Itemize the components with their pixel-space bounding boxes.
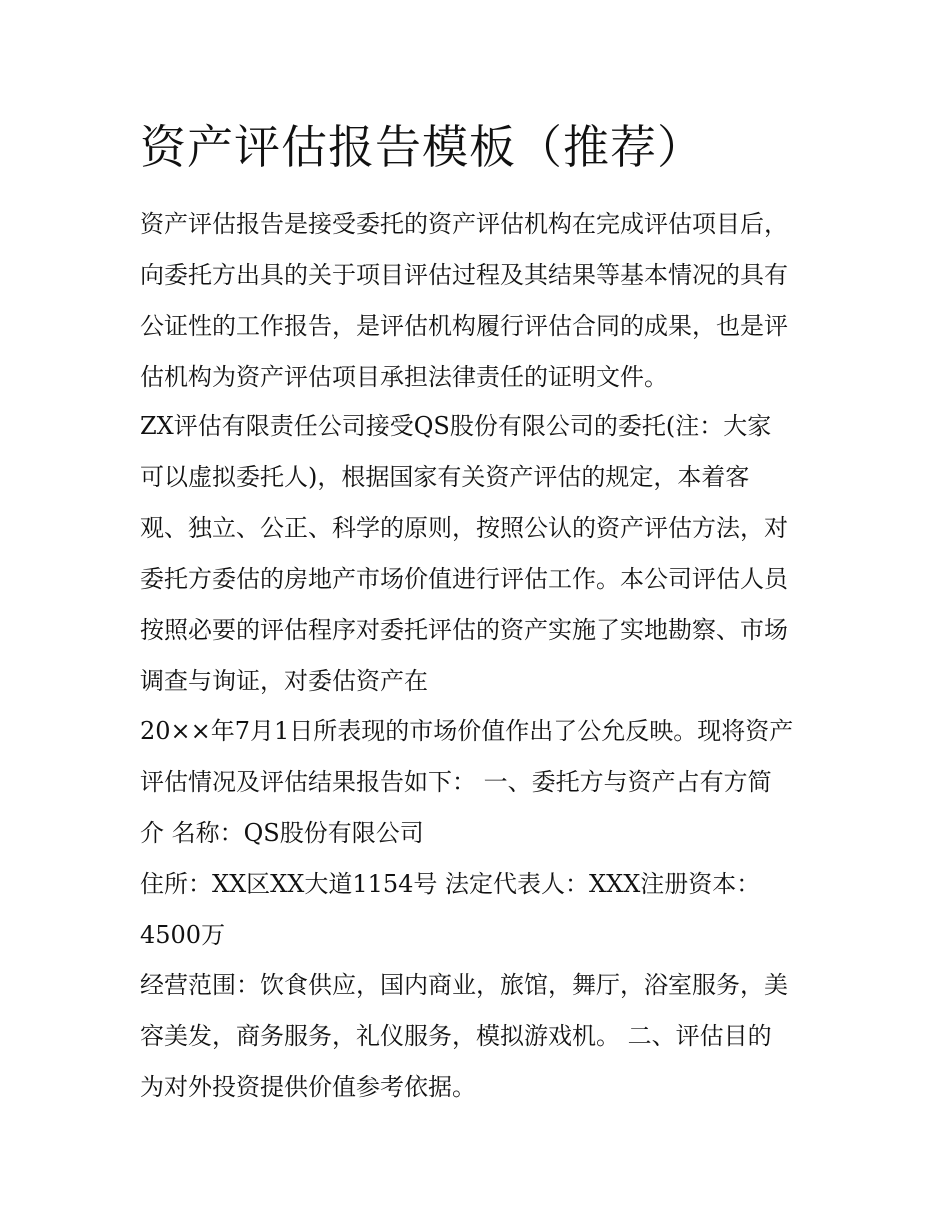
document-title: 资产评估报告模板（推荐）	[140, 120, 704, 174]
body-line: 住所：XX区XX大道1154号 法定代表人：XXX注册资本：	[140, 870, 761, 898]
body-line: 可以虚拟委托人)，根据国家有关资产评估的规定，本着客	[140, 463, 750, 491]
body-line: 4500万	[140, 921, 226, 949]
body-line: 评估情况及评估结果报告如下： 一、委托方与资产占有方简	[140, 768, 772, 796]
body-line: 按照必要的评估程序对委托评估的资产实施了实地勘察、市场	[140, 616, 788, 644]
body-line: 经营范围：饮食供应，国内商业，旅馆，舞厅，浴室服务，美	[140, 971, 788, 999]
body-line: 估机构为资产评估项目承担法律责任的证明文件。	[140, 363, 668, 391]
body-line: 介 名称：QS股份有限公司	[140, 819, 424, 847]
body-line: 观、独立、公正、科学的原则，按照公认的资产评估方法，对	[140, 514, 788, 542]
body-line: 容美发，商务服务，礼仪服务，模拟游戏机。 二、评估目的	[140, 1022, 772, 1050]
body-line: 向委托方出具的关于项目评估过程及其结果等基本情况的具有	[140, 261, 788, 289]
body-line: 20××年7月1日所表现的市场价值作出了公允反映。现将资产	[140, 717, 794, 745]
body-line: 公证性的工作报告，是评估机构履行评估合同的成果，也是评	[140, 312, 788, 340]
body-line: 委托方委估的房地产市场价值进行评估工作。本公司评估人员	[140, 565, 788, 593]
body-line: 资产评估报告是接受委托的资产评估机构在完成评估项目后，	[140, 210, 788, 238]
body-line: ZX评估有限责任公司接受QS股份有限公司的委托(注：大家	[140, 412, 772, 440]
body-line: 调查与询证，对委估资产在	[140, 667, 428, 695]
body-line: 为对外投资提供价值参考依据。	[140, 1073, 476, 1101]
